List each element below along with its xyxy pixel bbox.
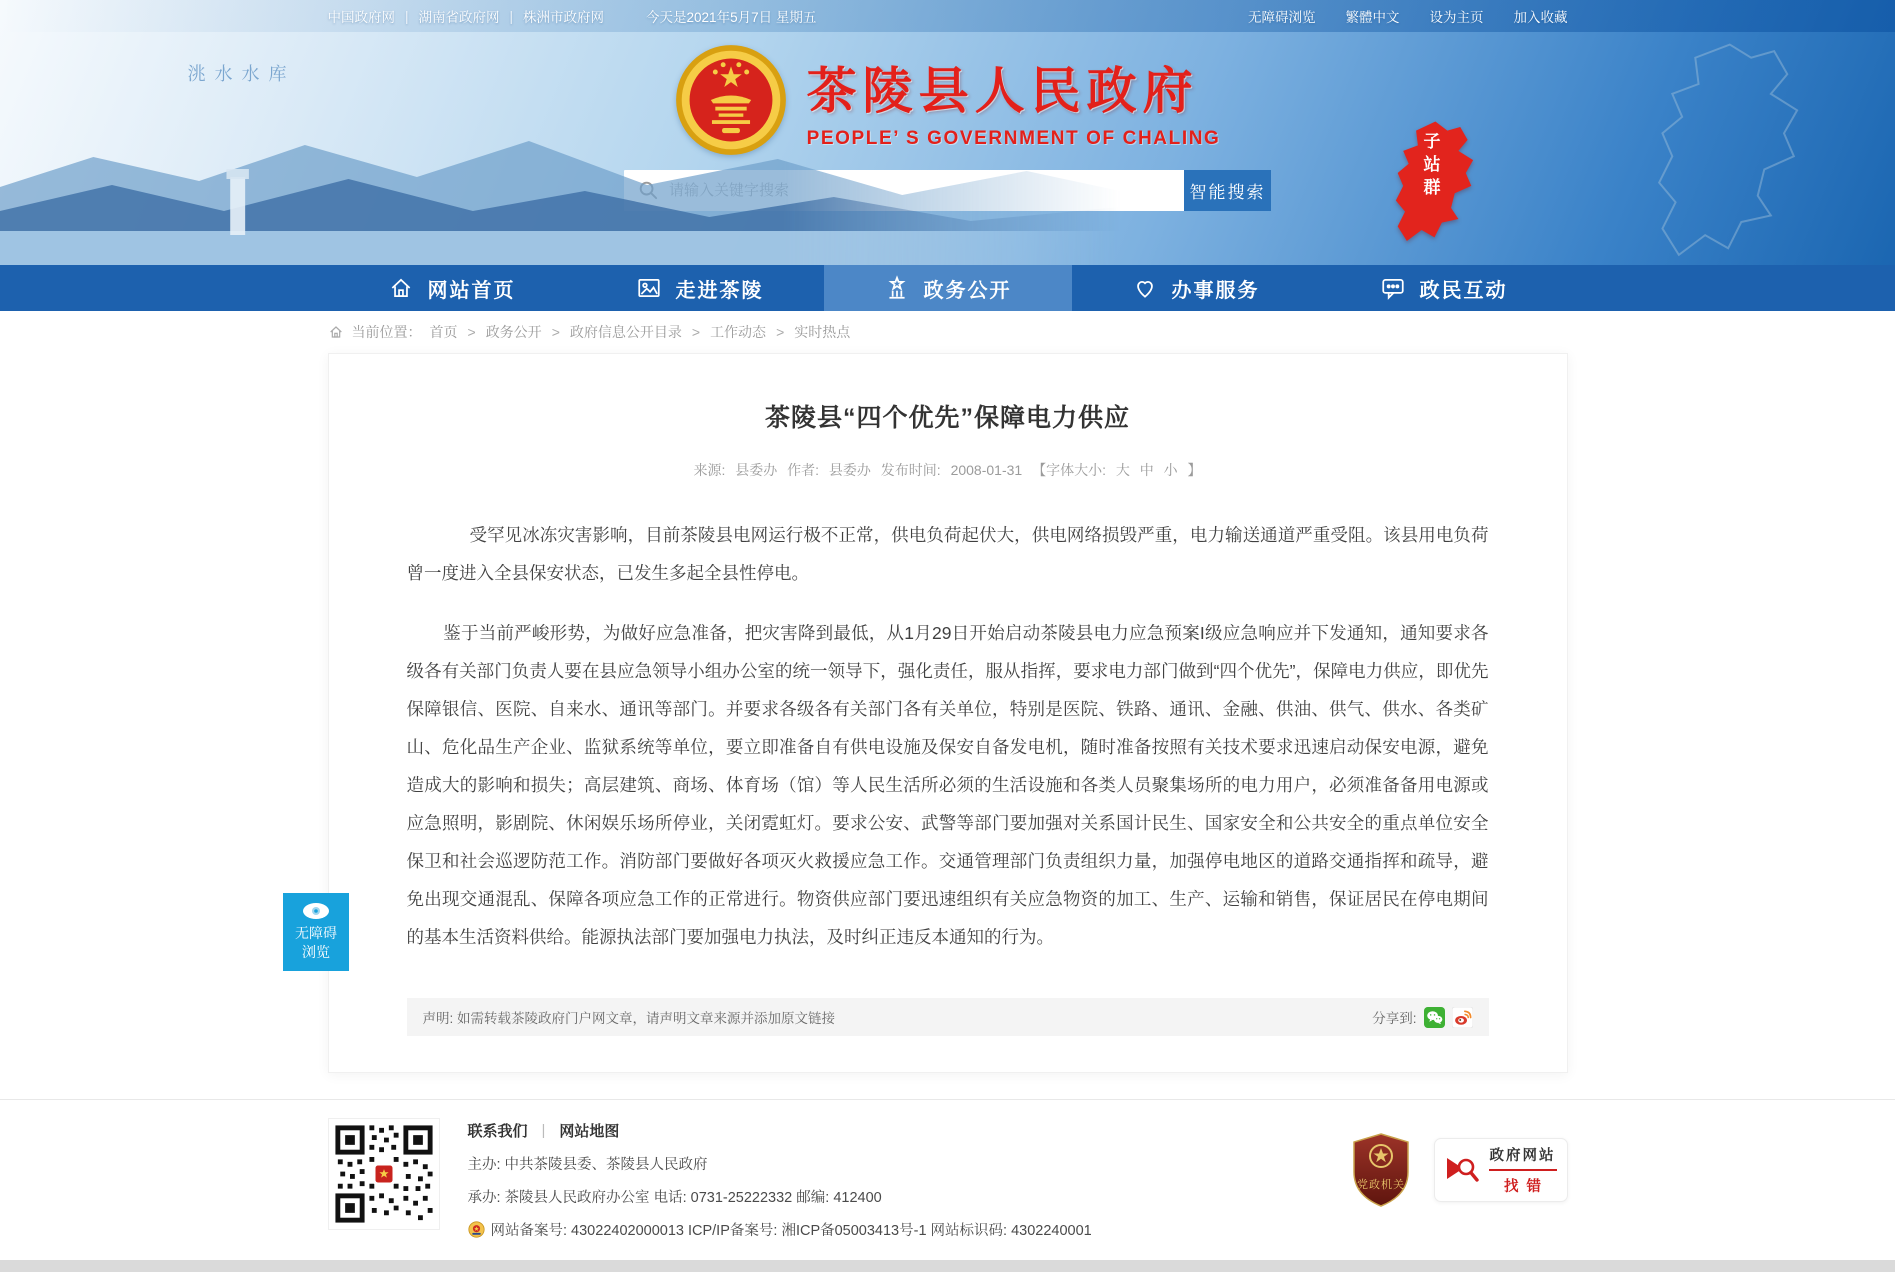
site-title: 茶陵县人民政府 (806, 62, 1199, 119)
breadcrumb-separator: > (776, 324, 785, 340)
breadcrumb-item-work-trends[interactable]: 工作动态 (710, 324, 767, 340)
bottom-strip (0, 1260, 1895, 1272)
find-error-text (1489, 1144, 1557, 1196)
topbar-link-accessibility[interactable]: 无障碍浏览 (1248, 10, 1316, 25)
article-card (328, 353, 1568, 1073)
reprint-statement-bar (407, 998, 1489, 1036)
police-badge-icon (468, 1221, 485, 1238)
heart-icon (1132, 275, 1158, 301)
breadcrumb-item-info-catalog[interactable]: 政府信息公开目录 (569, 324, 682, 340)
separator: | (405, 8, 409, 24)
topbar-link-set-homepage[interactable]: 设为主页 (1429, 10, 1484, 25)
footer-organizer-line: 承办: 茶陵县人民政府办公室 电话: 0731-25222332 邮编: 412400 (467, 1190, 882, 1206)
site-footer (0, 1099, 1895, 1256)
topbar-right-links (1248, 6, 1568, 26)
breadcrumb-item-home[interactable]: 首页 (429, 324, 458, 340)
nav-label: 政民互动 (1419, 279, 1508, 302)
party-shield-label: 党政机关 (1356, 1179, 1405, 1191)
topbar-link-china-gov[interactable]: 中国政府网 (327, 10, 395, 25)
accessibility-label: 无障碍浏览 (295, 925, 337, 960)
separator: | (509, 8, 514, 24)
substation-label: 子站群 (1420, 132, 1440, 201)
font-size-medium-button[interactable]: 中 (1139, 462, 1154, 478)
nav-item-about-chaling[interactable] (576, 265, 824, 311)
chat-icon (1380, 275, 1406, 301)
current-date: 今天是2021年5月7日 星期五 (646, 10, 817, 25)
meta-time-label: 发布时间: (880, 462, 941, 478)
footer-host-line: 主办: 中共茶陵县委、茶陵县人民政府 (467, 1157, 708, 1173)
home-icon (328, 324, 344, 340)
main-navigation (0, 265, 1895, 311)
meta-source-value: 县委办 (735, 462, 778, 478)
meta-time-value: 2008-01-31 (950, 462, 1023, 478)
accessibility-float-button[interactable] (283, 893, 349, 971)
home-icon (388, 275, 414, 301)
site-subtitle: PEOPLE’ S GOVERNMENT OF CHALING (806, 127, 1221, 149)
wechat-share-icon[interactable] (1424, 1007, 1445, 1028)
gov-open-icon (884, 275, 910, 301)
font-size-large-button[interactable]: 大 (1115, 462, 1130, 478)
breadcrumb-item-current: 实时热点 (794, 324, 851, 340)
footer-record-line: 网站备案号: 43022402000013 ICP/IP备案号: 湘ICP备05003413号-1 网站标识码: 4302240001 (490, 1223, 1092, 1239)
nav-label: 办事服务 (1171, 279, 1260, 302)
nav-label: 走进茶陵 (675, 279, 764, 302)
county-map-watermark (1608, 38, 1868, 265)
substation-map-badge[interactable] (1394, 116, 1486, 252)
breadcrumb-separator: > (691, 324, 701, 340)
find-error-title: 政府网站 (1489, 1144, 1557, 1171)
font-size-label-close: 】 (1187, 462, 1202, 478)
meta-author-label: 作者: (787, 462, 820, 478)
smart-search-button[interactable]: 智能搜索 (1184, 170, 1271, 211)
breadcrumb-item-gov-disclosure[interactable]: 政务公开 (485, 324, 542, 340)
nav-label: 政务公开 (923, 279, 1012, 302)
nav-item-gov-disclosure[interactable] (824, 265, 1072, 311)
breadcrumb-prefix: 当前位置： (351, 324, 422, 340)
meta-source-label: 来源: (693, 462, 726, 478)
party-gov-shield-badge (1350, 1132, 1412, 1208)
footer-link-sitemap[interactable]: 网站地图 (559, 1123, 620, 1140)
topbar-link-add-favorite[interactable]: 加入收藏 (1513, 10, 1568, 25)
weibo-share-icon[interactable] (1452, 1007, 1473, 1028)
nav-label: 网站首页 (427, 279, 516, 302)
top-bar (0, 0, 1895, 32)
nav-item-home[interactable] (328, 265, 576, 311)
qr-code (328, 1118, 440, 1230)
topbar-link-zhuzhou-gov[interactable]: 株洲市政府网 (523, 10, 605, 25)
eye-icon (301, 901, 331, 921)
scenery-icon (636, 275, 662, 301)
share-box (1372, 1007, 1472, 1028)
site-header (0, 0, 1895, 265)
article-paragraph: 鉴于当前严峻形势，为做好应急准备，把灾害降到最低，从1月29日开始启动茶陵县电力应急预案I级应急响应并下发通知，通知要求各级各有关部门负责人要在县应急领导小组办公室的统一领导下，强化责任，服从指挥，要求电力部门做到“四个优先”，保障电力供应，即优先保障银信、医院、自来水、通讯等部门。并要求各级各有关部门各有关单位，特别是医院、铁路、通讯、金融、供油、供气、供水、各类矿山、危化品生产企业、监狱系统等单位，要立即准备自有供电设施及保安自备发电机，随时准备按照有关技术要求迅速启动保安电源，避免造成大的影响和损失；高层建筑、商场、体育场（馆）等人民生活所必须的生活设施和各类人员聚集场所的电力用户，必须准备备用电源或应急照明，影剧院、休闲娱乐场所停业，关闭霓虹灯。要求公安、武警等部门要加强对关系国计民生、国家安全和公共安全的重点单位安全保卫和社会巡逻防范工作。消防部门要做好各项灭火救援应急工作。交通管理部门负责组织力量，加强停电地区的道路交通指挥和疏导，避免出现交通混乱、保障各项应急工作的正常进行。物资供应部门要迅速组织有关应急物资的加工、生产、运输和销售，保证居民在停电期间的基本生活资料供给。能源执法部门要加强电力执法，及时纠正违反本通知的行为。 (406, 623, 1489, 947)
nav-item-services[interactable] (1072, 265, 1320, 311)
article-paragraph: 受罕见冰冻灾害影响，目前茶陵县电网运行极不正常，供电负荷起伏大，供电网络损毁严重，电力输送通道严重受阻。该县用电负荷曾一度进入全县保安状态，已发生多起全县性停电。 (406, 525, 1489, 583)
article-title: 茶陵县“四个优先”保障电力供应 (764, 404, 1130, 432)
topbar-link-hunan-gov[interactable]: 湖南省政府网 (418, 10, 500, 25)
header-landscape-graphic (0, 115, 1120, 265)
topbar-link-traditional-chinese[interactable]: 繁體中文 (1345, 10, 1400, 25)
reprint-statement-text: 声明: 如需转载茶陵政府门户网文章，请声明文章来源并添加原文链接 (422, 1011, 836, 1026)
font-size-small-button[interactable]: 小 (1163, 462, 1178, 478)
reservoir-watermark-text: 洮水水库 (187, 64, 296, 84)
find-error-action: 找错 (1504, 1179, 1549, 1195)
article-meta (407, 460, 1489, 480)
breadcrumb-separator: > (467, 324, 476, 340)
meta-author-value: 县委办 (828, 462, 871, 478)
article-body (407, 516, 1489, 956)
find-error-magnifier-icon (1445, 1153, 1481, 1187)
font-size-label: 【字体大小: (1032, 462, 1106, 478)
gov-site-find-error-badge[interactable] (1434, 1138, 1568, 1202)
breadcrumb (328, 311, 1568, 353)
breadcrumb-separator: > (551, 324, 560, 340)
footer-link-contact-us[interactable]: 联系我们 (467, 1123, 528, 1140)
footer-text-block (468, 1118, 1092, 1240)
separator: | (541, 1122, 546, 1139)
national-emblem-icon (675, 44, 787, 156)
footer-badges (1350, 1132, 1568, 1208)
nav-item-interaction[interactable] (1320, 265, 1568, 311)
share-label: 分享到: (1372, 1011, 1417, 1026)
